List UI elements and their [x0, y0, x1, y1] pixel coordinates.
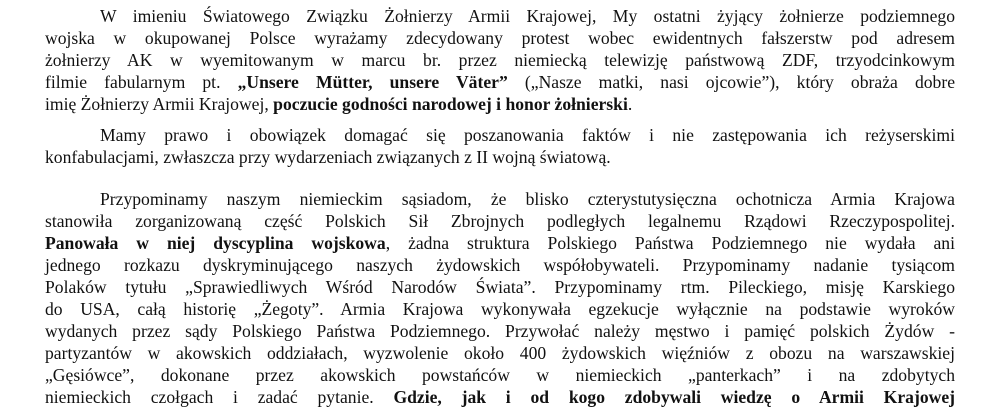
text-run: stanowiła zorganizowaną część Polskich Sił Zbrojnych podległych legalnemu Rządowi Rzeczypospolitej.: [45, 211, 955, 231]
paragraph-protest: [45, 5, 955, 115]
paragraph-reminder: [45, 188, 955, 408]
text-run: („Nasze matki, nasi ojcowie”), który obraża dobre: [507, 72, 956, 92]
text-line: [45, 364, 955, 386]
film-title-bold: „Unsere Mütter, unsere Väter”: [237, 72, 508, 92]
text-line: [45, 254, 955, 276]
text-run: Przypominamy naszym niemieckim sąsiadom, że blisko czterystutysięczna ochotnicza Armia Krajowa: [100, 189, 955, 209]
text-run: imię Żołnierzy Armii Krajowej,: [45, 94, 274, 114]
honor-phrase-bold: poczucie godności narodowej i honor żołnierski: [273, 94, 628, 114]
text-run: partyzantów w akowskich oddziałach, wyzwolenie około 400 żydowskich więźniów z obozu na warszawskiej: [45, 343, 955, 363]
text-line: [45, 232, 955, 254]
text-line: [45, 71, 955, 93]
text-run: niemieckich czołgach i zadać pytanie.: [45, 387, 394, 407]
text-line: [45, 5, 955, 27]
text-line: [45, 210, 955, 232]
text-line: [45, 93, 955, 115]
text-run: „Gęsiówce”, dokonane przez akowskich powstańców w niemieckich „panterkach” i na zdobytych: [45, 365, 955, 385]
text-run: do USA, całą historię „Żegoty”. Armia Krajowa wykonywała egzekucje wyłącznie na podstawie wyroków: [45, 299, 955, 319]
text-line: [45, 49, 955, 71]
text-run: jednego rozkazu dyskryminującego naszych żydowskich współobywateli. Przypominamy nadanie tysiącom: [45, 255, 955, 275]
paragraph-rights: [45, 124, 955, 168]
question-phrase-bold: Gdzie, jak i od kogo zdobywali wiedzę o Armii Krajowej: [393, 387, 955, 407]
text-line: [45, 298, 955, 320]
text-line: [45, 342, 955, 364]
text-run: wojska w okupowanej Polsce wyrażamy zdecydowany protest wobec ewidentnych fałszerstw pod adresem: [45, 28, 955, 48]
text-run: , żadna struktura Polskiego Państwa Podziemnego nie wydała ani: [385, 233, 955, 253]
text-line: [45, 386, 955, 408]
text-run: Polaków tytułu „Sprawiedliwych Wśród Narodów Świata”. Przypominamy rtm. Pileckiego, misję Karskiego: [45, 277, 955, 297]
text-run: filmie fabularnym pt.: [45, 72, 238, 92]
text-run: W imieniu Światowego Związku Żołnierzy Armii Krajowej, My ostatni żyjący żołnierze podziemnego: [100, 6, 955, 26]
text-line: [45, 146, 955, 168]
text-run: wydanych przez sądy Polskiego Państwa Podziemnego. Przywołać należy męstwo i pamięć polskich Żydów -: [45, 321, 955, 341]
text-run: .: [627, 94, 633, 114]
text-run: konfabulacjami, zwłaszcza przy wydarzeniach związanych z II wojną światową.: [45, 147, 611, 167]
text-line: [45, 276, 955, 298]
text-line: [45, 320, 955, 342]
discipline-phrase-bold: Panowała w niej dyscyplina wojskowa: [45, 233, 386, 253]
text-line: [45, 27, 955, 49]
text-run: Mamy prawo i obowiązek domagać się poszanowania faktów i nie zastępowania ich reżyserskimi: [100, 125, 955, 145]
text-line: [45, 124, 955, 146]
text-run: żołnierzy AK w wyemitowanym w marcu br. przez niemiecką telewizję państwową ZDF, trzyodcinkowym: [45, 50, 955, 70]
text-line: [45, 188, 955, 210]
